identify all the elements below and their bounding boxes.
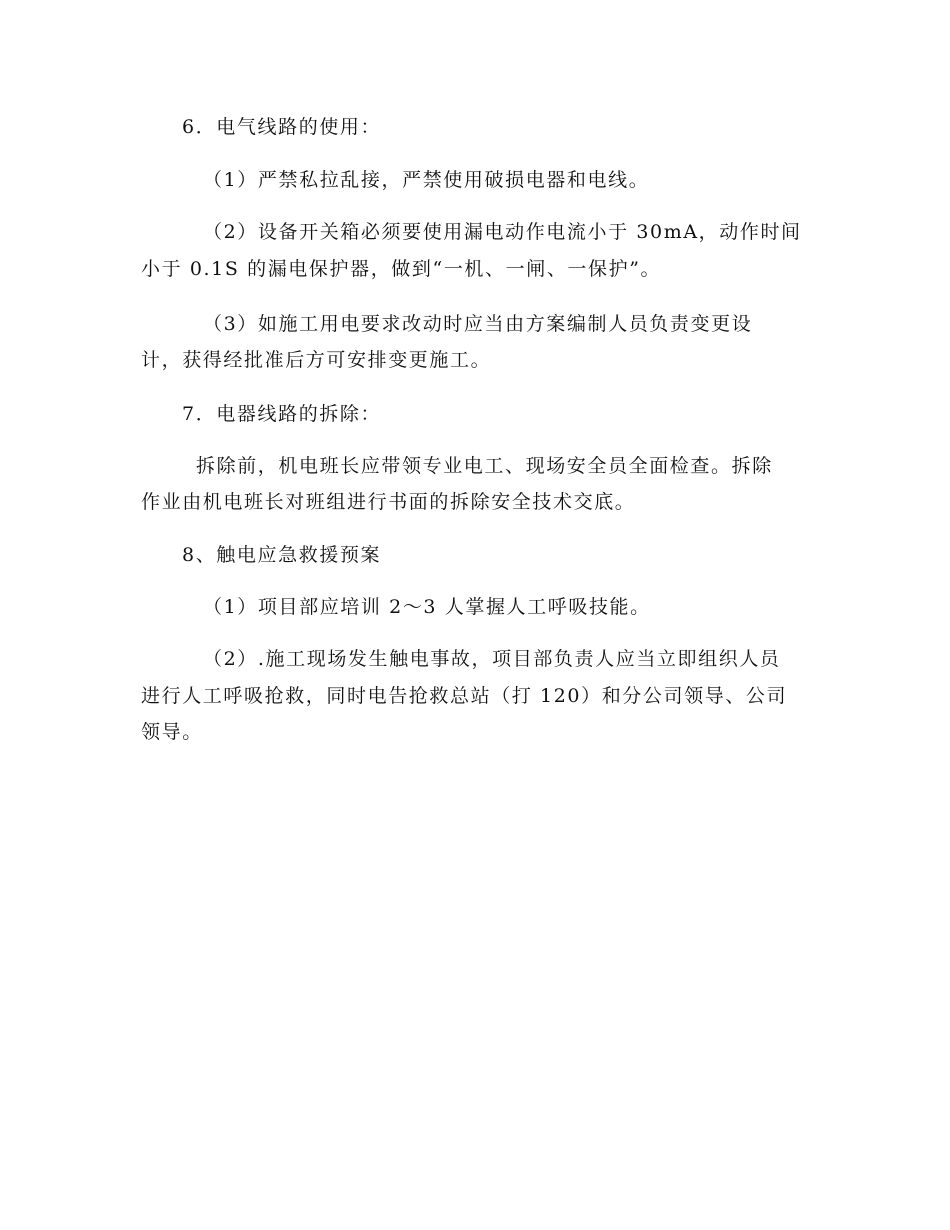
list-item-8-2-line-2: 进行人工呼吸抢救，同时电告抢救总站（打 120）和分公司领导、公司 bbox=[141, 685, 788, 707]
list-item-8-1: （1）项目部应培训 2～3 人掌握人工呼吸技能。 bbox=[203, 596, 651, 618]
list-item-6-2-line-1: （2）设备开关箱必须要使用漏电动作电流小于 30mA，动作时间 bbox=[203, 221, 802, 243]
section-heading-7: 7．电器线路的拆除： bbox=[182, 403, 382, 425]
section-heading-6: 6．电气线路的使用： bbox=[182, 116, 382, 138]
list-item-6-1: （1）严禁私拉乱接，严禁使用破损电器和电线。 bbox=[203, 169, 650, 191]
paragraph-7-line-1: 拆除前，机电班长应带领专业电工、现场安全员全面检查。拆除 bbox=[196, 455, 773, 477]
section-heading-8: 8、触电应急救援预案 bbox=[182, 544, 382, 566]
paragraph-7-line-2: 作业由机电班长对班组进行书面的拆除安全技术交底。 bbox=[141, 491, 636, 513]
list-item-6-3-line-1: （3）如施工用电要求改动时应当由方案编制人员负责变更设 bbox=[203, 313, 753, 335]
list-item-8-2-line-1: （2）.施工现场发生触电事故，项目部负责人应当立即组织人员 bbox=[203, 648, 781, 670]
list-item-6-3-line-2: 计，获得经批准后方可安排变更施工。 bbox=[141, 349, 492, 371]
list-item-6-2-line-2: 小于 0.1S 的漏电保护器，做到“一机、一闸、一保护”。 bbox=[141, 258, 662, 280]
list-item-8-2-line-3: 领导。 bbox=[141, 721, 203, 743]
